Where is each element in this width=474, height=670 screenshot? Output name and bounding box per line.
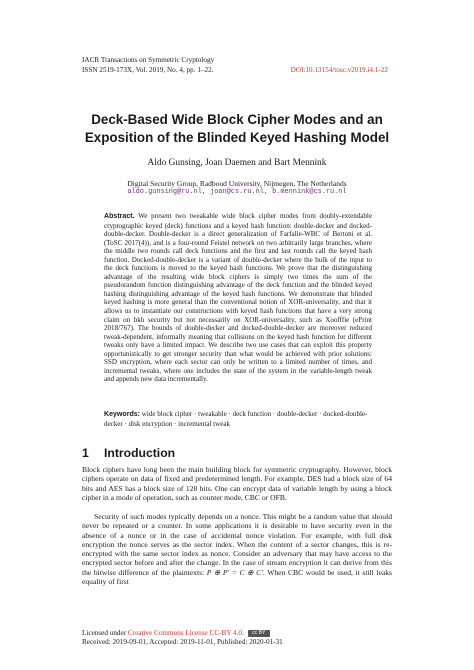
license-prefix: Licensed under: [82, 629, 128, 637]
body-paragraph: Block ciphers have long been the main building block for symmetric cryptography. However, block ciphers operate on data of fixed and predetermined length. For example, DES had a block size of 64 bits and AES has a block size of 128 bits. One can encrypt data of variable length by using a block cipher in a mode of operation, such as counter mode, CBC or OFB.: [82, 465, 392, 502]
plaintext-formula: P ⊕ P′ = C ⊕ C′: [206, 567, 263, 577]
abstract: [104, 212, 372, 384]
license-line: [82, 629, 283, 638]
body-paragraph-2: [82, 512, 392, 586]
paper-authors: Aldo Gunsing, Joan Daemen and Bart Mennink: [147, 158, 327, 168]
body-paragraph-2-end: . When CBC would be used, it still leaks equality of first: [82, 567, 392, 587]
section-number: 1: [82, 446, 89, 460]
keywords-label: Keywords:: [104, 411, 141, 418]
affiliation-text: Digital Security Group, Radboud University, Nijmegen, The Netherlands: [127, 179, 347, 188]
journal-name: IACR Transactions on Symmetric Cryptology: [82, 56, 215, 64]
paper-title: Deck-Based Wide Block Cipher Modes and an Exposition of the Blinded Keyed Hashing Model: [84, 112, 390, 145]
abstract-label: Abstract.: [104, 213, 135, 220]
cc-by-badge: cc BY: [248, 630, 270, 637]
author-emails[interactable]: aldo.gunsing@ru.nl, joan@cs.ru.nl, b.mennink@cs.ru.nl: [127, 188, 347, 197]
author-affiliation: [60, 179, 414, 198]
section-title: Introduction: [104, 446, 176, 460]
keywords: [104, 410, 372, 428]
abstract-text: We present two tweakable wide block cipher modes from doubly-extendable cryptographic keyed (deck) functions and a keyed hash function: double-decker and docked-double-decker. Double-decker is a direct generalization of Farfalle-WBC of Bertoni et al. (ToSC 2017(4)), and is a four-round Feistel network on two arbitrarily large branches, where the middle two rounds call deck functions and the first and last rounds call the keyed hash function. Docked-double-decker is a variant of double-decker where the bulk of the input to the deck functions is moved to the keyed hash functions. We prove that the distinguishing advantage of the resulting wide block ciphers is simply two times the sum of the pseudorandom function distinguishing advantage of the deck function and the blinded keyed hashing distinguishing advantage of the keyed hash functions. We demonstrate that blinded keyed hashing is more general than the conventional notion of XOR-universality, and that it allows us to instantiate our constructions with keyed hash functions that have a very strong claim on bkh security but not necessarily on XOR-universality, such as Xoofffie (ePrint 2018/767). The bounds of double-decker and docked-double-decker are moreover reduced tweak-dependent, informally meaning that collisions on the keyed hash function for different tweaks only have a limited impact. We describe two use cases that can exploit this property opportunistically to get stronger security than what would be achieved with prior solutions: SSD encryption, where each sector can only be written to a limited number of times, and incremental tweaks, where one includes the state of the system in the variable-length tweak and appends new data incrementally.: [104, 212, 372, 384]
doi-link[interactable]: DOI:10.13154/tosc.v2019.i4.1-22: [290, 66, 388, 74]
publication-dates: Received: 2019-09-01, Accepted: 2019-11-01, Published: 2020-01-31: [82, 638, 283, 647]
page-footer: [82, 629, 283, 648]
license-link[interactable]: Creative Commons License CC-BY 4.0.: [127, 629, 244, 637]
body-paragraph-2-text: Security of such modes typically depends on a nonce. This might be a random value that should never be repeated or a counter. In some applications it is desirable to have security even in the absence of a nonce or in the case of accidental nonce violation. For example, with full disk encryption the nonce serves as the sector index. When the content of a sector changes, this is re-encrypted with the same sector index as nonce. Consider an adversary that may have access to the encrypted sector before and after the change. In the case of stream encryption it can derive from this the bitwise difference of the plaintexts:: [82, 512, 392, 577]
section-heading: [82, 446, 175, 460]
keywords-text: wide block cipher · tweakable · deck function · double-decker · docked-double-decker · disk encryption · incremental tweak: [104, 410, 368, 428]
journal-header: [82, 56, 214, 75]
journal-issue: ISSN 2519-173X, Vol. 2019, No. 4, pp. 1–22.: [82, 65, 214, 74]
